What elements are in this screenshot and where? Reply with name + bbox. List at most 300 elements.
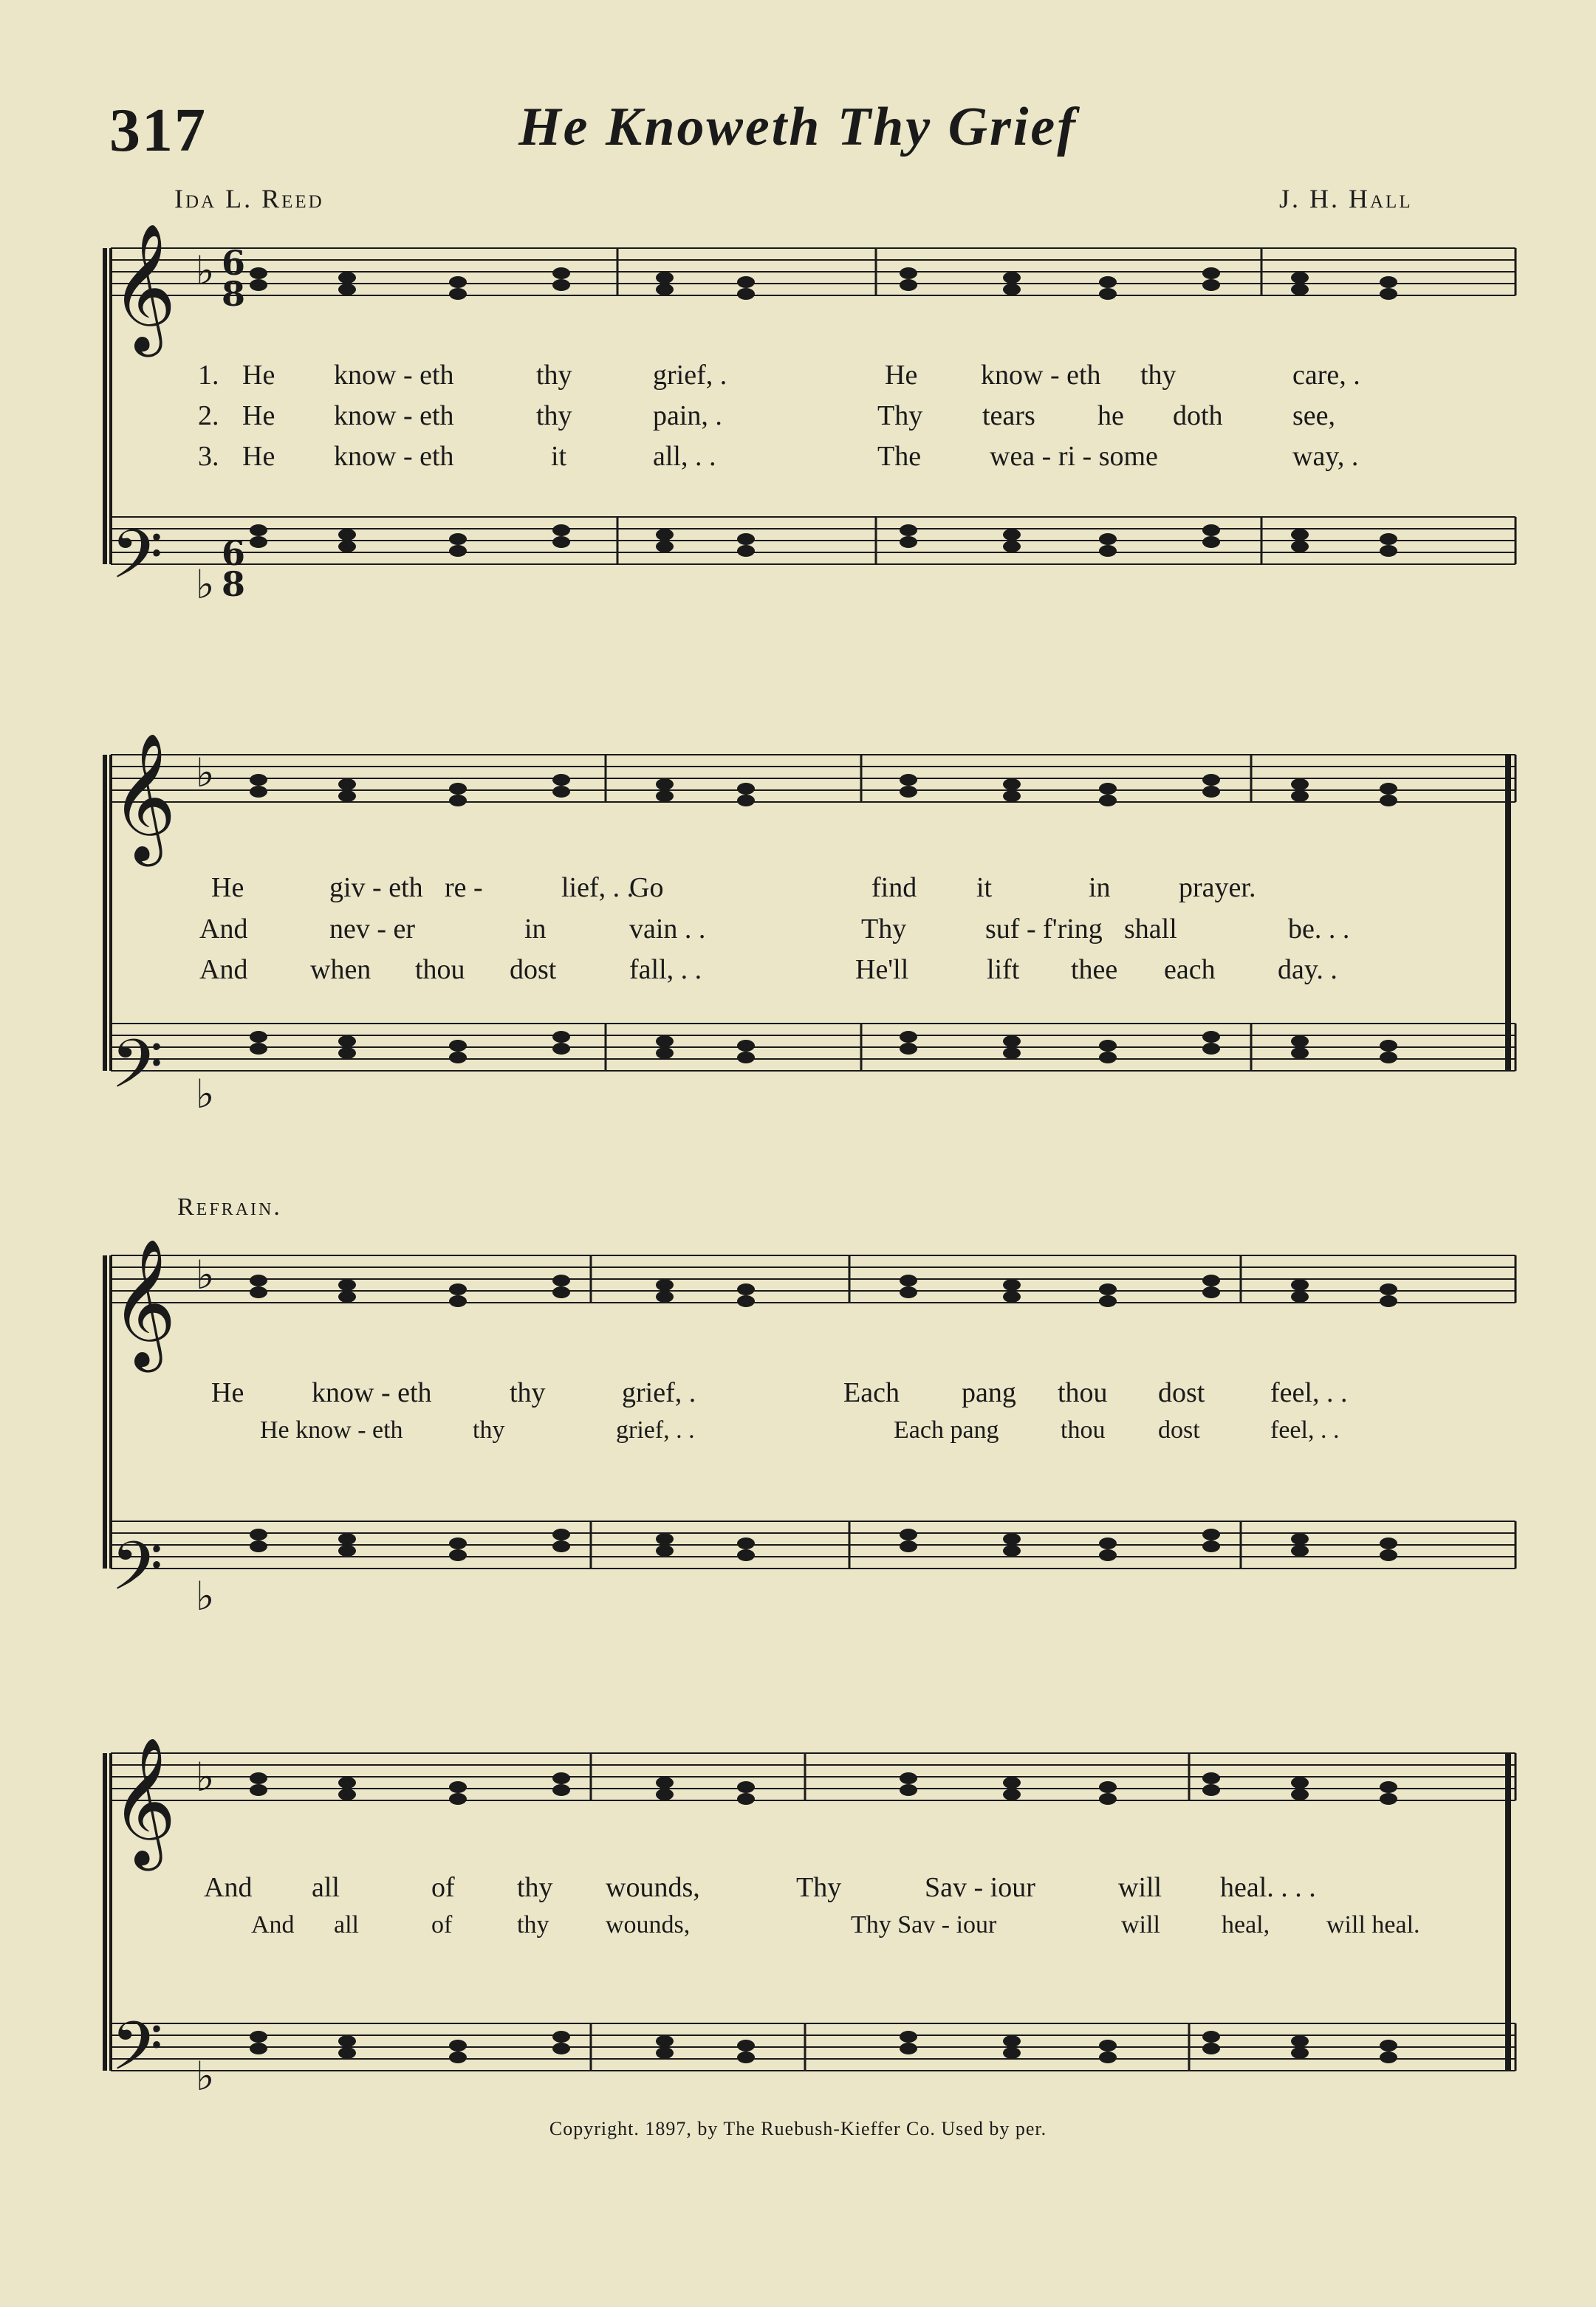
notehead bbox=[1099, 1040, 1117, 1052]
notehead bbox=[338, 1533, 356, 1545]
refrain-lower-lyric: heal, bbox=[1222, 1911, 1270, 1939]
refrain-lower-lyric: grief, . . bbox=[616, 1416, 695, 1444]
notehead bbox=[1202, 1540, 1220, 1552]
notehead bbox=[552, 774, 570, 786]
notehead bbox=[552, 267, 570, 279]
notehead bbox=[449, 1538, 467, 1549]
notehead bbox=[656, 272, 674, 284]
notehead bbox=[1291, 1291, 1309, 1303]
notehead bbox=[1291, 778, 1309, 790]
notehead bbox=[1380, 1040, 1397, 1052]
notehead bbox=[656, 2035, 674, 2047]
refrain-lyric: wounds, bbox=[606, 1872, 700, 1903]
notehead bbox=[737, 533, 755, 545]
verse3-lyric: all, . . bbox=[653, 441, 716, 472]
notehead bbox=[656, 1047, 674, 1059]
notehead bbox=[900, 1540, 917, 1552]
composer-credit: J. H. Hall bbox=[1279, 184, 1413, 213]
refrain-lower-lyric: all bbox=[334, 1911, 359, 1939]
notehead bbox=[552, 524, 570, 536]
notehead bbox=[656, 1777, 674, 1789]
notehead bbox=[338, 1777, 356, 1789]
verse1-lyric: grief, . bbox=[653, 360, 727, 391]
refrain-lyric: pang bbox=[962, 1377, 1016, 1408]
notehead bbox=[737, 1781, 755, 1793]
time-signature-top: 6 bbox=[222, 243, 246, 283]
notehead bbox=[1099, 1283, 1117, 1295]
notehead bbox=[1202, 1031, 1220, 1043]
verse2-lyric: suf - f'ring bbox=[985, 913, 1103, 945]
verse2-lyric: Thy bbox=[877, 400, 923, 431]
notehead bbox=[1291, 2035, 1309, 2047]
refrain-lyric: dost bbox=[1158, 1377, 1205, 1408]
notehead bbox=[1202, 786, 1220, 798]
flat-icon: ♭ bbox=[196, 1754, 215, 1800]
notehead bbox=[250, 267, 267, 279]
treble-clef-icon: 𝄞 bbox=[111, 1238, 177, 1367]
copyright-notice: Copyright. 1897, by The Ruebush-Kieffer Co. Used by per. bbox=[549, 2118, 1047, 2139]
notehead bbox=[1003, 1777, 1021, 1789]
notehead bbox=[1380, 288, 1397, 300]
flat-icon: ♭ bbox=[196, 1252, 215, 1298]
verse3-lyric: thou bbox=[415, 954, 465, 985]
notehead bbox=[656, 790, 674, 802]
notehead bbox=[1291, 541, 1309, 552]
time-signature-bottom: 8 bbox=[222, 274, 246, 314]
notehead bbox=[900, 1772, 917, 1784]
refrain-label: Refrain. bbox=[177, 1193, 282, 1221]
notehead bbox=[1099, 1052, 1117, 1063]
notehead bbox=[449, 533, 467, 545]
notehead bbox=[1291, 1035, 1309, 1047]
notehead bbox=[250, 2031, 267, 2043]
notehead bbox=[338, 1545, 356, 1557]
notehead bbox=[656, 778, 674, 790]
notehead bbox=[1003, 284, 1021, 295]
notehead bbox=[449, 1793, 467, 1805]
notehead bbox=[552, 1529, 570, 1540]
notehead bbox=[1003, 529, 1021, 541]
notehead bbox=[656, 1291, 674, 1303]
notehead bbox=[1099, 795, 1117, 806]
refrain-lower-lyric: feel, . . bbox=[1270, 1416, 1340, 1444]
notehead bbox=[338, 529, 356, 541]
notehead bbox=[1003, 1047, 1021, 1059]
verse1-lyric: know - eth bbox=[334, 360, 454, 391]
notehead bbox=[737, 2040, 755, 2051]
notehead bbox=[552, 1784, 570, 1796]
verse1-lyric: giv - eth bbox=[329, 872, 423, 903]
notehead bbox=[338, 790, 356, 802]
notehead bbox=[1099, 1295, 1117, 1307]
notehead bbox=[338, 1291, 356, 1303]
notehead bbox=[449, 795, 467, 806]
notehead bbox=[1291, 790, 1309, 802]
notehead bbox=[1291, 1789, 1309, 1800]
notehead bbox=[900, 2031, 917, 2043]
verse2-lyric: Thy bbox=[861, 913, 907, 945]
notehead bbox=[449, 1295, 467, 1307]
notehead bbox=[1099, 288, 1117, 300]
notehead bbox=[338, 1047, 356, 1059]
verse3-lyric: know - eth bbox=[334, 441, 454, 472]
notehead bbox=[449, 288, 467, 300]
notehead bbox=[449, 783, 467, 795]
verse2-lyric: tears bbox=[982, 400, 1035, 431]
notehead bbox=[900, 2043, 917, 2054]
verse3-lyric: fall, . . bbox=[629, 954, 702, 985]
verse3-lyric: 3. bbox=[198, 441, 219, 472]
verse2-lyric: he bbox=[1097, 400, 1124, 431]
notehead bbox=[656, 1533, 674, 1545]
notehead bbox=[1003, 2047, 1021, 2059]
notehead bbox=[1202, 774, 1220, 786]
notehead bbox=[737, 1549, 755, 1561]
notehead bbox=[737, 1283, 755, 1295]
notehead bbox=[552, 536, 570, 548]
notehead bbox=[900, 1043, 917, 1055]
notehead bbox=[1099, 1781, 1117, 1793]
notehead bbox=[449, 2040, 467, 2051]
notehead bbox=[552, 1031, 570, 1043]
verse3-lyric: lift bbox=[987, 954, 1020, 985]
verse2-lyric: And bbox=[199, 913, 248, 945]
notehead bbox=[1202, 1043, 1220, 1055]
treble-clef-icon: 𝄞 bbox=[111, 733, 177, 861]
verse3-lyric: And bbox=[199, 954, 248, 985]
refrain-lower-lyric: He know - eth bbox=[260, 1416, 403, 1444]
verse1-lyric: thy bbox=[536, 360, 572, 391]
refrain-lower-lyric: Thy Sav - iour bbox=[851, 1911, 997, 1939]
refrain-lower-lyric: dost bbox=[1158, 1416, 1200, 1444]
notehead bbox=[1291, 272, 1309, 284]
notehead bbox=[338, 541, 356, 552]
author-credit: Ida L. Reed bbox=[174, 184, 324, 213]
notehead bbox=[737, 1052, 755, 1063]
bass-clef-icon: 𝄢 bbox=[111, 1025, 163, 1120]
notehead bbox=[1291, 284, 1309, 295]
verse2-lyric: nev - er bbox=[329, 913, 416, 945]
notehead bbox=[552, 1540, 570, 1552]
notehead bbox=[1202, 1529, 1220, 1540]
notehead bbox=[900, 774, 917, 786]
notehead bbox=[1291, 1533, 1309, 1545]
notehead bbox=[552, 786, 570, 798]
verse3-lyric: it bbox=[551, 441, 567, 472]
notehead bbox=[737, 2051, 755, 2063]
notehead bbox=[656, 1279, 674, 1291]
notehead bbox=[1380, 1793, 1397, 1805]
notehead bbox=[1099, 545, 1117, 557]
notehead bbox=[656, 1789, 674, 1800]
verse1-lyric: He bbox=[211, 872, 244, 903]
notehead bbox=[552, 1772, 570, 1784]
verse2-lyric: know - eth bbox=[334, 400, 454, 431]
notehead bbox=[1099, 533, 1117, 545]
verse2-lyric: doth bbox=[1173, 400, 1223, 431]
flat-icon: ♭ bbox=[196, 750, 215, 796]
notehead bbox=[656, 2047, 674, 2059]
time-signature-bottom: 8 bbox=[222, 564, 246, 604]
treble-clef-icon: 𝄞 bbox=[111, 1737, 177, 1865]
notehead bbox=[1003, 790, 1021, 802]
verse1-lyric: it bbox=[976, 872, 993, 903]
verse2-lyric: He bbox=[242, 400, 275, 431]
notehead bbox=[1380, 783, 1397, 795]
notehead bbox=[1003, 1279, 1021, 1291]
notehead bbox=[1202, 267, 1220, 279]
notehead bbox=[737, 1793, 755, 1805]
refrain-lower-lyric: Each pang bbox=[894, 1416, 999, 1444]
notehead bbox=[737, 1538, 755, 1549]
notehead bbox=[656, 529, 674, 541]
notehead bbox=[449, 1040, 467, 1052]
notehead bbox=[900, 279, 917, 291]
refrain-lyric: all bbox=[312, 1872, 340, 1903]
flat-icon: ♭ bbox=[196, 1071, 215, 1117]
bass-clef-icon: 𝄢 bbox=[111, 1527, 163, 1622]
refrain-lyric: of bbox=[431, 1872, 455, 1903]
notehead bbox=[1099, 1549, 1117, 1561]
notehead bbox=[1099, 2040, 1117, 2051]
flat-icon: ♭ bbox=[196, 1573, 215, 1619]
notehead bbox=[338, 1035, 356, 1047]
verse1-lyric: re - bbox=[445, 872, 483, 903]
verse1-lyric: lief, . . bbox=[561, 872, 634, 903]
notehead bbox=[1291, 1047, 1309, 1059]
notehead bbox=[656, 284, 674, 295]
verse1-lyric: in bbox=[1089, 872, 1111, 903]
notehead bbox=[737, 545, 755, 557]
notehead bbox=[250, 1784, 267, 1796]
notehead bbox=[552, 1286, 570, 1298]
notehead bbox=[900, 524, 917, 536]
verse2-lyric: pain, . bbox=[653, 400, 722, 431]
refrain-lyric: Thy bbox=[796, 1872, 842, 1903]
verse2-lyric: in bbox=[524, 913, 547, 945]
refrain-lyric: Sav - iour bbox=[925, 1872, 1035, 1903]
refrain-lower-lyric: of bbox=[431, 1911, 453, 1939]
notehead bbox=[1202, 2043, 1220, 2054]
notehead bbox=[1003, 1789, 1021, 1800]
notehead bbox=[1380, 1538, 1397, 1549]
notehead bbox=[1380, 1549, 1397, 1561]
verse2-lyric: 2. bbox=[198, 400, 219, 431]
notehead bbox=[900, 536, 917, 548]
notehead bbox=[900, 786, 917, 798]
notehead bbox=[1291, 2047, 1309, 2059]
notehead bbox=[449, 1283, 467, 1295]
hymn-title: He Knoweth Thy Grief bbox=[518, 97, 1078, 157]
notehead bbox=[250, 524, 267, 536]
notehead bbox=[1380, 2051, 1397, 2063]
verse2-lyric: vain . . bbox=[629, 913, 706, 945]
refrain-lower-lyric: will bbox=[1121, 1911, 1160, 1939]
verse3-lyric: each bbox=[1164, 954, 1216, 985]
notehead bbox=[250, 2043, 267, 2054]
notehead bbox=[250, 1286, 267, 1298]
notehead bbox=[1202, 524, 1220, 536]
notehead bbox=[900, 1529, 917, 1540]
notehead bbox=[737, 783, 755, 795]
notehead bbox=[900, 1031, 917, 1043]
verse1-lyric: Go bbox=[629, 872, 664, 903]
refrain-lyric: know - eth bbox=[312, 1377, 432, 1408]
notehead bbox=[1003, 1533, 1021, 1545]
notehead bbox=[900, 1286, 917, 1298]
notehead bbox=[737, 1040, 755, 1052]
verse3-lyric: thee bbox=[1071, 954, 1118, 985]
refrain-lyric: thy bbox=[510, 1377, 546, 1408]
notehead bbox=[338, 1789, 356, 1800]
notehead bbox=[250, 786, 267, 798]
notehead bbox=[900, 1784, 917, 1796]
bass-clef-icon: 𝄢 bbox=[111, 515, 163, 610]
notehead bbox=[338, 272, 356, 284]
notehead bbox=[338, 778, 356, 790]
notehead bbox=[1291, 1279, 1309, 1291]
verse1-lyric: 1. bbox=[198, 360, 219, 391]
refrain-lyric: will bbox=[1118, 1872, 1162, 1903]
verse3-lyric: wea - ri - some bbox=[990, 441, 1158, 472]
notehead bbox=[737, 795, 755, 806]
notehead bbox=[250, 1529, 267, 1540]
notehead bbox=[552, 2031, 570, 2043]
flat-icon: ♭ bbox=[196, 561, 215, 608]
verse2-lyric: be. . . bbox=[1288, 913, 1350, 945]
notehead bbox=[737, 1295, 755, 1307]
bass-clef-icon: 𝄢 bbox=[111, 2007, 163, 2102]
notehead bbox=[1202, 1275, 1220, 1286]
notehead bbox=[449, 1781, 467, 1793]
notehead bbox=[1099, 2051, 1117, 2063]
notehead bbox=[1291, 1545, 1309, 1557]
hymn-number: 317 bbox=[109, 96, 207, 165]
notehead bbox=[1380, 1781, 1397, 1793]
notehead bbox=[900, 267, 917, 279]
notehead bbox=[1003, 541, 1021, 552]
refrain-lower-lyric: will heal. bbox=[1326, 1911, 1420, 1939]
notehead bbox=[449, 545, 467, 557]
notehead bbox=[552, 2043, 570, 2054]
verse1-lyric: find bbox=[871, 872, 917, 903]
verse3-lyric: way, . bbox=[1292, 441, 1359, 472]
notehead bbox=[900, 1275, 917, 1286]
refrain-lower-lyric: And bbox=[251, 1911, 295, 1939]
notehead bbox=[737, 288, 755, 300]
notehead bbox=[338, 2047, 356, 2059]
notehead bbox=[1099, 1793, 1117, 1805]
notehead bbox=[1380, 533, 1397, 545]
verse2-lyric: see, bbox=[1292, 400, 1336, 431]
notehead bbox=[552, 1043, 570, 1055]
verse1-lyric: He bbox=[885, 360, 918, 391]
refrain-lyric: thy bbox=[517, 1872, 553, 1903]
treble-clef-icon: 𝄞 bbox=[111, 223, 177, 352]
verse3-lyric: He bbox=[242, 441, 275, 472]
notehead bbox=[1380, 2040, 1397, 2051]
verse3-lyric: day. . bbox=[1278, 954, 1338, 985]
notehead bbox=[1380, 1283, 1397, 1295]
notehead bbox=[737, 276, 755, 288]
refrain-lower-lyric: wounds, bbox=[606, 1911, 691, 1939]
notehead bbox=[449, 1052, 467, 1063]
verse1-lyric: thy bbox=[1140, 360, 1177, 391]
notehead bbox=[1003, 1545, 1021, 1557]
notehead bbox=[1202, 536, 1220, 548]
verse3-lyric: The bbox=[877, 441, 922, 472]
refrain-lyric: grief, . bbox=[622, 1377, 696, 1408]
verse1-lyric: prayer. bbox=[1179, 872, 1256, 903]
notehead bbox=[1099, 783, 1117, 795]
notehead bbox=[250, 774, 267, 786]
notehead bbox=[552, 279, 570, 291]
notehead bbox=[1202, 1772, 1220, 1784]
notehead bbox=[338, 2035, 356, 2047]
notehead bbox=[1003, 1291, 1021, 1303]
time-signature-top: 6 bbox=[222, 533, 246, 573]
notehead bbox=[449, 2051, 467, 2063]
verse3-lyric: when bbox=[310, 954, 371, 985]
notehead bbox=[250, 279, 267, 291]
notehead bbox=[250, 1772, 267, 1784]
notehead bbox=[656, 1545, 674, 1557]
notehead bbox=[1291, 529, 1309, 541]
notehead bbox=[250, 536, 267, 548]
notehead bbox=[449, 1549, 467, 1561]
refrain-lyric: feel, . . bbox=[1270, 1377, 1348, 1408]
refrain-lyric: thou bbox=[1058, 1377, 1108, 1408]
refrain-lower-lyric: thy bbox=[517, 1911, 549, 1939]
notehead bbox=[1291, 1777, 1309, 1789]
refrain-lyric: And bbox=[204, 1872, 253, 1903]
verse2-lyric: thy bbox=[536, 400, 572, 431]
notehead bbox=[1003, 778, 1021, 790]
notehead bbox=[552, 1275, 570, 1286]
notehead bbox=[338, 284, 356, 295]
notehead bbox=[250, 1031, 267, 1043]
notehead bbox=[1202, 2031, 1220, 2043]
notehead bbox=[250, 1540, 267, 1552]
notehead bbox=[1099, 1538, 1117, 1549]
notehead bbox=[449, 276, 467, 288]
refrain-lyric: He bbox=[211, 1377, 244, 1408]
notehead bbox=[656, 1035, 674, 1047]
flat-icon: ♭ bbox=[196, 247, 215, 294]
verse1-lyric: care, . bbox=[1292, 360, 1360, 391]
verse1-lyric: He bbox=[242, 360, 275, 391]
verse1-lyric: know - eth bbox=[981, 360, 1101, 391]
verse3-lyric: dost bbox=[510, 954, 557, 985]
refrain-lyric: heal. . . . bbox=[1220, 1872, 1316, 1903]
notehead bbox=[338, 1279, 356, 1291]
notehead bbox=[1202, 1784, 1220, 1796]
notehead bbox=[250, 1275, 267, 1286]
verse3-lyric: He'll bbox=[855, 954, 909, 985]
flat-icon: ♭ bbox=[196, 2053, 215, 2099]
notehead bbox=[1003, 272, 1021, 284]
notehead bbox=[1380, 795, 1397, 806]
notehead bbox=[1202, 1286, 1220, 1298]
notehead bbox=[1380, 276, 1397, 288]
notehead bbox=[1003, 2035, 1021, 2047]
refrain-lower-lyric: thy bbox=[473, 1416, 505, 1444]
notehead bbox=[250, 1043, 267, 1055]
notehead bbox=[1380, 545, 1397, 557]
refrain-lyric: Each bbox=[843, 1377, 900, 1408]
notehead bbox=[656, 541, 674, 552]
notehead bbox=[1003, 1035, 1021, 1047]
